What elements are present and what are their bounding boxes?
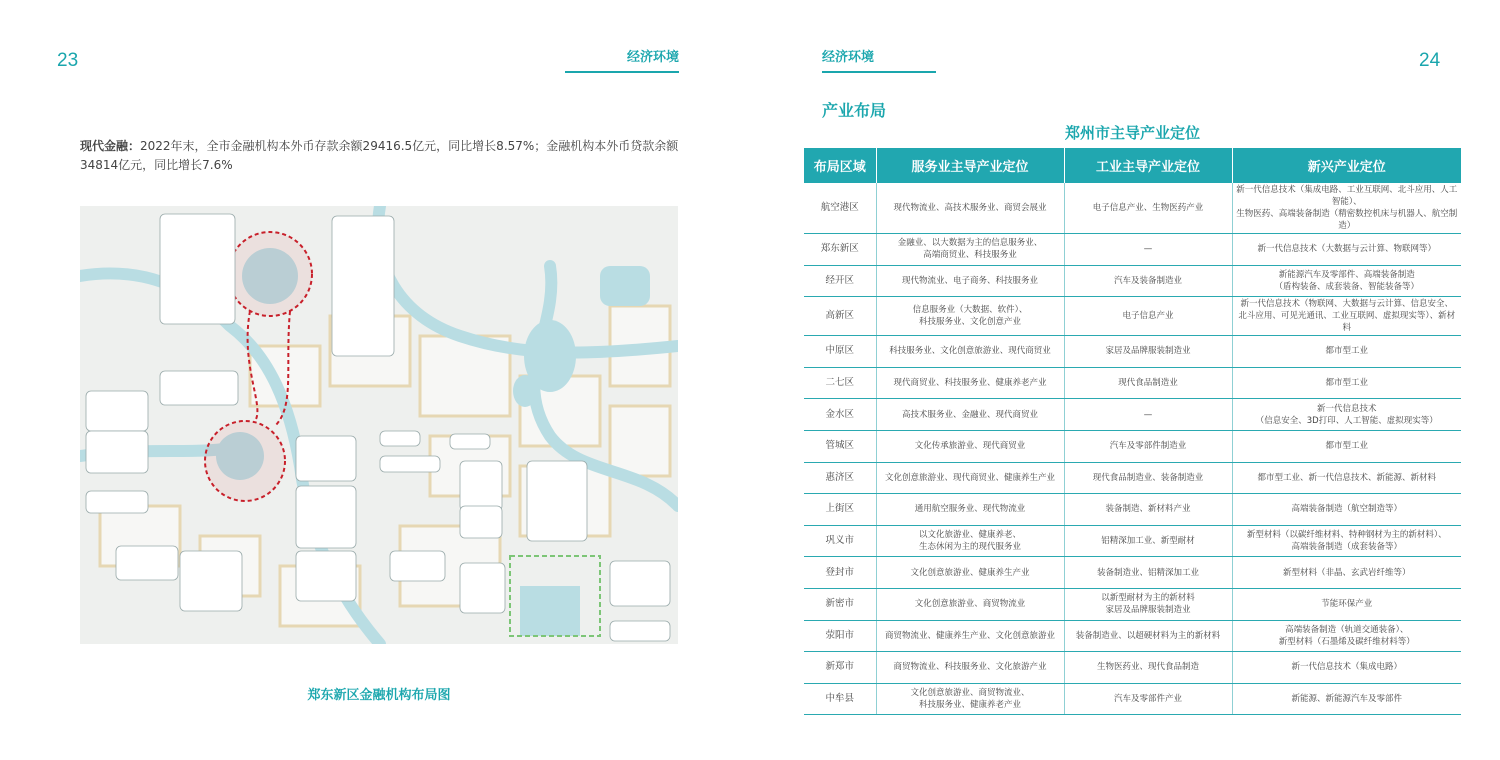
- area-cell: 登封市: [804, 557, 876, 589]
- industry-cell: —: [1064, 399, 1232, 431]
- table-row: [804, 265, 1461, 297]
- area-cell: 管城区: [804, 430, 876, 462]
- table-row: [804, 399, 1461, 431]
- emerging-cell: 新一代信息技术（集成电路）: [1232, 652, 1461, 684]
- emerging-cell: 新一代信息技术 （信息安全、3D打印、人工智能、虚拟现实等）: [1232, 399, 1461, 431]
- area-cell: 经开区: [804, 265, 876, 297]
- emerging-cell: 高端装备制造（轨道交通装备）、 新型材料（石墨烯及碳纤维材料等）: [1232, 620, 1461, 652]
- industry-cell: 以新型耐材为主的新材料 家居及品牌服装制造业: [1064, 588, 1232, 620]
- table-row: [804, 557, 1461, 589]
- emerging-cell: 新能源、新能源汽车及零部件: [1232, 683, 1461, 715]
- finance-paragraph: [80, 137, 680, 175]
- area-cell: 郑东新区: [804, 234, 876, 266]
- header-industry: 工业主导产业定位: [1064, 148, 1232, 183]
- industry-cell: 电子信息产业: [1064, 297, 1232, 336]
- area-cell: 新郑市: [804, 652, 876, 684]
- table-row: [804, 588, 1461, 620]
- industry-cell: 铝精深加工业、新型耐材: [1064, 525, 1232, 557]
- emerging-cell: 都市型工业: [1232, 367, 1461, 399]
- service-cell: 以文化旅游业、健康养老、 生态休闲为主的现代服务业: [876, 525, 1064, 557]
- service-cell: 文化创意旅游业、现代商贸业、健康养生产业: [876, 462, 1064, 494]
- right-page-number: 24: [1419, 50, 1441, 71]
- table-row: [804, 297, 1461, 336]
- header-service: 服务业主导产业定位: [876, 148, 1064, 183]
- industry-cell: 汽车及装备制造业: [1064, 265, 1232, 297]
- table-row: [804, 336, 1461, 368]
- service-cell: 现代商贸业、科技服务业、健康养老产业: [876, 367, 1064, 399]
- emerging-cell: 都市型工业: [1232, 336, 1461, 368]
- service-cell: 商贸物流业、科技服务业、文化旅游产业: [876, 652, 1064, 684]
- area-cell: 上街区: [804, 494, 876, 526]
- emerging-cell: 节能环保产业: [1232, 588, 1461, 620]
- industry-cell: 现代食品制造业: [1064, 367, 1232, 399]
- area-cell: 航空港区: [804, 183, 876, 234]
- emerging-cell: 新能源汽车及零部件、高端装备制造 （盾构装备、成套装备、智能装备等）: [1232, 265, 1461, 297]
- industry-table: [804, 148, 1461, 715]
- industry-cell: 装备制造业、以超硬材料为主的新材料: [1064, 620, 1232, 652]
- table-row: [804, 462, 1461, 494]
- service-cell: 信息服务业（大数据、软件）、 科技服务业、文化创意产业: [876, 297, 1064, 336]
- table-row: [804, 683, 1461, 715]
- area-cell: 中原区: [804, 336, 876, 368]
- finance-text: 2022年末，全市金融机构本外币存款余额29416.5亿元，同比增长8.57%；金融机构本外币贷款余额34814亿元，同比增长7.6%: [80, 139, 679, 172]
- service-cell: 通用航空服务业、现代物流业: [876, 494, 1064, 526]
- area-cell: 惠济区: [804, 462, 876, 494]
- service-cell: 文化创意旅游业、健康养生产业: [876, 557, 1064, 589]
- industry-cell: 电子信息产业、生物医药产业: [1064, 183, 1232, 234]
- table-row: [804, 183, 1461, 234]
- finance-label: 现代金融：: [80, 139, 141, 153]
- service-cell: 高技术服务业、金融业、现代商贸业: [876, 399, 1064, 431]
- emerging-cell: 新型材料（非晶、玄武岩纤维等）: [1232, 557, 1461, 589]
- table-row: [804, 234, 1461, 266]
- table-row: [804, 525, 1461, 557]
- header-emerging: 新兴产业定位: [1232, 148, 1461, 183]
- emerging-cell: 新一代信息技术（大数据与云计算、物联网等）: [1232, 234, 1461, 266]
- service-cell: 科技服务业、文化创意旅游业、现代商贸业: [876, 336, 1064, 368]
- emerging-cell: 新一代信息技术（集成电路、工业互联网、北斗应用、人工智能）、 生物医药、高端装备制造（精密数控机床与机器人、航空制造）: [1232, 183, 1461, 234]
- area-cell: 高新区: [804, 297, 876, 336]
- industry-cell: 家居及品牌服装制造业: [1064, 336, 1232, 368]
- area-cell: 新密市: [804, 588, 876, 620]
- area-cell: 金水区: [804, 399, 876, 431]
- left-page-number: 23: [57, 50, 79, 71]
- industry-cell: 装备制造业、铝精深加工业: [1064, 557, 1232, 589]
- table-row: [804, 430, 1461, 462]
- emerging-cell: 高端装备制造（航空制造等）: [1232, 494, 1461, 526]
- service-cell: 文化传承旅游业、现代商贸业: [876, 430, 1064, 462]
- table-row: [804, 620, 1461, 652]
- header-area: 布局区域: [804, 148, 876, 183]
- emerging-cell: 新型材料（以碳纤维材料、特种钢材为主的新材料）、 高端装备制造（成套装备等）: [1232, 525, 1461, 557]
- emerging-cell: 新一代信息技术（物联网、大数据与云计算、信息安全、 北斗应用、可见光通讯、工业互联网、虚拟现实等）、新材料: [1232, 297, 1461, 336]
- service-cell: 现代物流业、电子商务、科技服务业: [876, 265, 1064, 297]
- table-row: [804, 494, 1461, 526]
- industry-cell: 现代食品制造业、装备制造业: [1064, 462, 1232, 494]
- area-cell: 中牟县: [804, 683, 876, 715]
- map-caption: 郑东新区金融机构布局图: [307, 688, 451, 703]
- service-cell: 现代物流业、高技术服务业、商贸会展业: [876, 183, 1064, 234]
- right-section-title: 经济环境: [822, 46, 936, 73]
- industry-cell: —: [1064, 234, 1232, 266]
- table-title: 郑州市主导产业定位: [1064, 124, 1200, 142]
- service-cell: 文化创意旅游业、商贸物流业: [876, 588, 1064, 620]
- finance-map: [80, 206, 678, 644]
- map-graphic: [80, 206, 678, 644]
- left-section-title: 经济环境: [565, 46, 679, 73]
- industry-cell: 汽车及零部件产业: [1064, 683, 1232, 715]
- service-cell: 商贸物流业、健康养生产业、文化创意旅游业: [876, 620, 1064, 652]
- area-cell: 荥阳市: [804, 620, 876, 652]
- table-row: [804, 652, 1461, 684]
- industry-cell: 汽车及零部件制造业: [1064, 430, 1232, 462]
- area-cell: 巩义市: [804, 525, 876, 557]
- industry-cell: 生物医药业、现代食品制造: [1064, 652, 1232, 684]
- service-cell: 文化创意旅游业、商贸物流业、 科技服务业、健康养老产业: [876, 683, 1064, 715]
- industry-cell: 装备制造、新材料产业: [1064, 494, 1232, 526]
- layout-title: 产业布局: [822, 101, 887, 120]
- table-row: [804, 367, 1461, 399]
- emerging-cell: 都市型工业、新一代信息技术、新能源、新材料: [1232, 462, 1461, 494]
- emerging-cell: 都市型工业: [1232, 430, 1461, 462]
- area-cell: 二七区: [804, 367, 876, 399]
- service-cell: 金融业、以大数据为主的信息服务业、 高端商贸业、科技服务业: [876, 234, 1064, 266]
